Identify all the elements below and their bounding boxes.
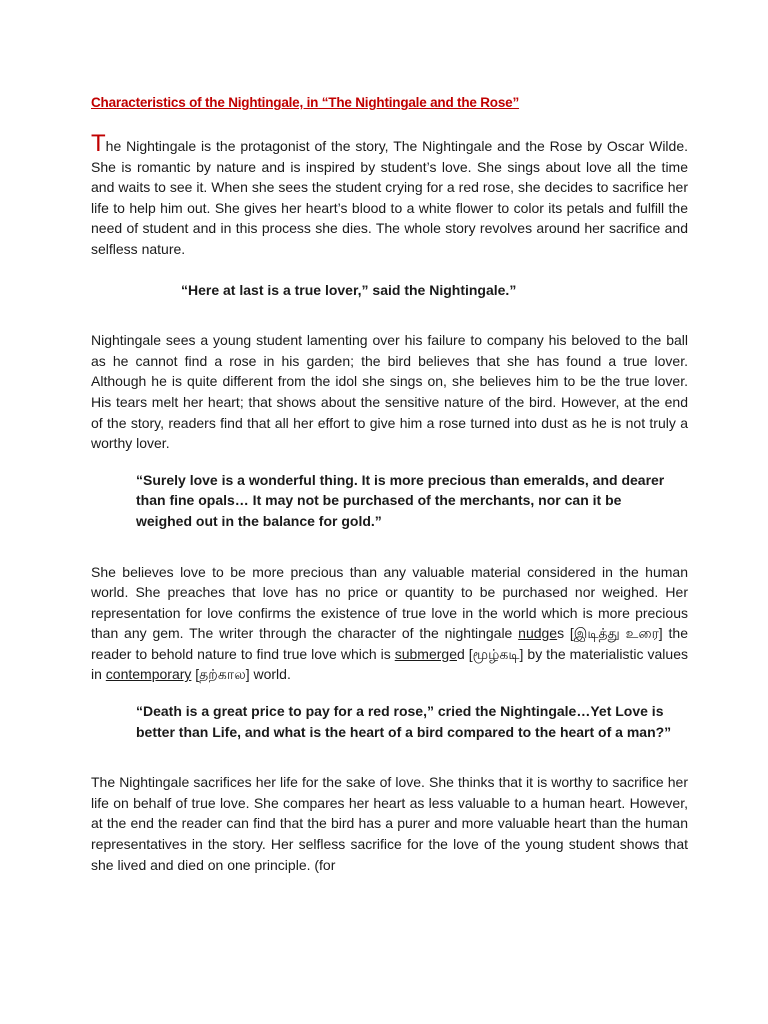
vocab-nudge: nudge bbox=[518, 625, 558, 642]
gloss-submerge: [மூழ்கடி] bbox=[464, 645, 528, 662]
gloss-contemporary: [தற்கால] bbox=[191, 666, 254, 683]
vocab-contemporary: contemporary bbox=[105, 666, 192, 683]
vocab-submerge-suffix: d bbox=[456, 645, 465, 662]
gloss-nudge: [இடித்து உரை] bbox=[564, 625, 669, 642]
paragraph-sacrifice: The Nightingale sacrifices her life for the sake of love. She thinks that it is worthy to sacrifice her life on behalf of true love. She compares her heart as less valuable to a human heart. However, at the end the reader can find that the bird has a purer and more valuable heart than the human representatives in the story. Her selfless sacrifice for the love of the young student shows that she lived and died on one principle. (for bbox=[91, 774, 688, 873]
quote-true-lover: “Here at last is a true lover,” said the Nightingale.” bbox=[181, 281, 517, 298]
paragraph-love-precious bbox=[91, 562, 688, 686]
para3-part3: by the materialistic values in bbox=[91, 645, 688, 683]
paragraph-intro-text: he Nightingale is the protagonist of the story, The Nightingale and the Rose by Oscar Wilde. She is romantic by nature and is inspired by student’s love. She sings about love all the time and waits to see it. When she sees the student crying for a red rose, she decides to sacrifice her life to help him out. She gives her heart’s blood to a white flower to color its petals and fulfill the need of student and in this process she dies. The whole story revolves around her sacrifice and selfless nature. bbox=[91, 138, 688, 257]
paragraph-student: Nightingale sees a young student lamenting over his failure to company his beloved to the ball as he cannot find a rose in his garden; the bird believes that she has found a true lover. Although he is quite different from the idol she sings on, she believes him to be the true lover. His tears melt her heart; that shows about the sensitive nature of the bird. However, at the end of the story, readers find that all her effort to give him a rose turned into dust as he is not truly a worthy lover. bbox=[91, 332, 688, 452]
vocab-nudge-suffix: s bbox=[557, 625, 565, 642]
paragraph-intro bbox=[91, 130, 688, 260]
drop-cap: T bbox=[91, 130, 106, 157]
para3-part2: the reader to behold nature to find true love which is bbox=[91, 625, 688, 662]
quote-death-price: “Death is a great price to pay for a red rose,” cried the Nightingale…Yet Love is better than Life, and what is the heart of a bird compared to the heart of a man?” bbox=[136, 703, 672, 740]
quote-love-wonderful: “Surely love is a wonderful thing. It is more precious than emeralds, and dearer than fine opals… It may not be purchased of the merchants, nor can it be weighed out in the balance for gold.” bbox=[136, 471, 665, 529]
vocab-submerge: submerge bbox=[394, 645, 457, 662]
document-title: Characteristics of the Nightingale, in “The Nightingale and the Rose” bbox=[91, 95, 520, 110]
para3-part1: She believes love to be more precious than any valuable material considered in the human world. She preaches that love has no price or quantity to be purchased nor weighed. Her representation for love confirms the existence of true love in the world which is more precious than any gem. The writer through the character of the nightingale bbox=[91, 563, 688, 642]
para3-part4: world. bbox=[253, 666, 291, 683]
